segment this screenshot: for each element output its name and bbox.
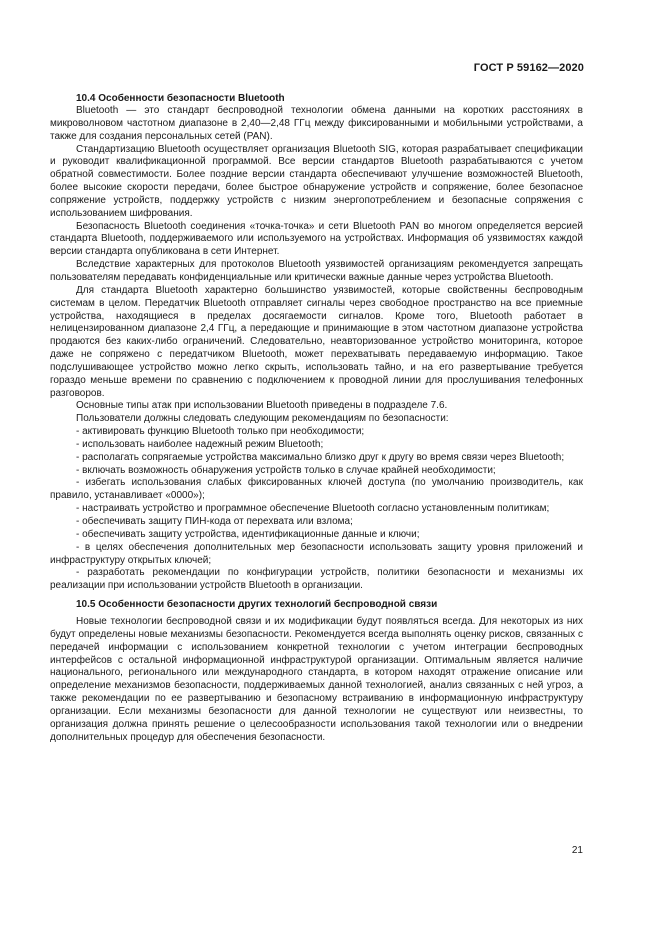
document-code: ГОСТ Р 59162—2020 [473,62,584,74]
list-item: - обеспечивать защиту устройства, идентификационные данные и ключи; [76,528,420,540]
section-heading-10-4: 10.4 Особенности безопасности Bluetooth [76,93,285,104]
paragraph: Безопасность Bluetooth соединения «точка-точка» и сети Bluetooth PAN во многом определяется версией стандарта Bluetooth, поддерживаемого или используемого на устройствах. Информация об уязвимостях каждой версии стандарта опубликована в сети Интернет. [50,220,583,258]
paragraph: Новые технологии беспроводной связи и их модификации будут появляться всегда. Для некоторых из них будут определены новые механизмы безопасности. Рекомендуется всегда выполнять оценку рисков, связанных с передачей информации с использованием конкретной технологии с учетом интеграции беспроводных интерфейсов с остальной информационной инфраструктурой организации. Оптимальным является наличие национального, регионального или международного стандарта, в котором находят отражение описание или определение механизмов безопасности, поддерживаемых данной технологией, анализ связанных с ней угроз, а также рекомендации по ее развертыванию и безопасному встраиванию в информационную инфраструктуру организации. Если механизмы безопасности для данной технологии не существуют или неизвестны, то организация должна принять решение о целесообразности использования такой технологии или о внедрении дополнительных процедур для обеспечения безопасности. [50,616,583,743]
paragraph: Для стандарта Bluetooth характерно большинство уязвимостей, которые свойственны беспроводным системам в целом. Передатчик Bluetooth отправляет сигналы через свободное пространство на все приемные устройства, находящиеся в пределах досягаемости сигналов. Кроме того, Bluetooth работает в нелицензированном диапазоне 2,4 ГГц, а передающие и принимающие в этом частотном диапазоне устройства продаются без каких-либо ограничений. Следовательно, неавторизованное устройство мониторинга, которое даже не сопряжено с передатчиком Bluetooth, может перехватывать передаваемую информацию. Такое подслушивающее устройство можно легко скрыть, использовать тайно, и на его развертывание требуется гораздо меньше времени по сравнению с подключением к проводной линии для прослушивания телефонных разговоров. [50,284,583,399]
section-body-10-4 [50,105,583,593]
paragraph: Вследствие характерных для протоколов Bluetooth уязвимостей организациям рекомендуется запрещать пользователям передавать конфиденциальные или критически важные данные через устройства Bluetooth. [50,259,583,283]
list-item: - разработать рекомендации по конфигурации устройств, политики безопасности и механизмы их реализации при использовании устройств Bluetooth в организации. [50,567,583,592]
paragraph: Пользователи должны следовать следующим рекомендациям по безопасности: [76,413,449,425]
list-item: - обеспечивать защиту ПИН-кода от перехвата или взлома; [76,516,353,527]
section-body-10-5 [50,616,583,744]
list-item: - располагать сопрягаемые устройства максимально близко друг к другу во время связи через Bluetooth; [76,451,565,463]
list-item: - настраивать устройство и программное обеспечение Bluetooth согласно установленным политикам; [76,503,550,515]
list-item: - избегать использования слабых фиксированных ключей доступа (по умолчанию производитель, как правило, устанавливает «0000»); [50,477,583,502]
list-item: - в целях обеспечения дополнительных мер безопасности использовать защиту уровня приложений и инфраструктуру открытых ключей; [50,541,583,566]
list-item: - включать возможность обнаружения устройств только в случае крайней необходимости; [76,464,496,476]
list-item: - активировать функцию Bluetooth только при необходимости; [76,426,365,438]
paragraph: Стандартизацию Bluetooth осуществляет организация Bluetooth SIG, которая разрабатывает спецификации и руководит квалификационной программой. Все версии стандартов Bluetooth разрабатываются с учетом обратной совместимости. Более поздние версии стандарта обеспечивают улучшение возможностей Bluetooth, более высокие скорости передачи, более быстрое обнаружение устройств и сопряжение, более безопасное сопряжение устройств, поддержку устройств с низким энергопотреблением и безопасные сопряжения с использованием шифрования. [50,143,583,219]
page-content [50,92,583,745]
page-number: 21 [571,845,583,856]
list-item: - использовать наиболее надежный режим Bluetooth; [76,438,324,450]
paragraph: Основные типы атак при использовании Bluetooth приведены в подразделе 7.6. [76,400,448,412]
paragraph: Bluetooth — это стандарт беспроводной технологии обмена данными на коротких расстояниях в микроволновом частотном диапазоне в 2,40—2,48 ГГц между фиксированными и мобильными устройствами, а также для создания персональных сетей (PAN). [50,105,583,142]
section-heading-10-5: 10.5 Особенности безопасности других технологий беспроводной связи [76,599,438,611]
